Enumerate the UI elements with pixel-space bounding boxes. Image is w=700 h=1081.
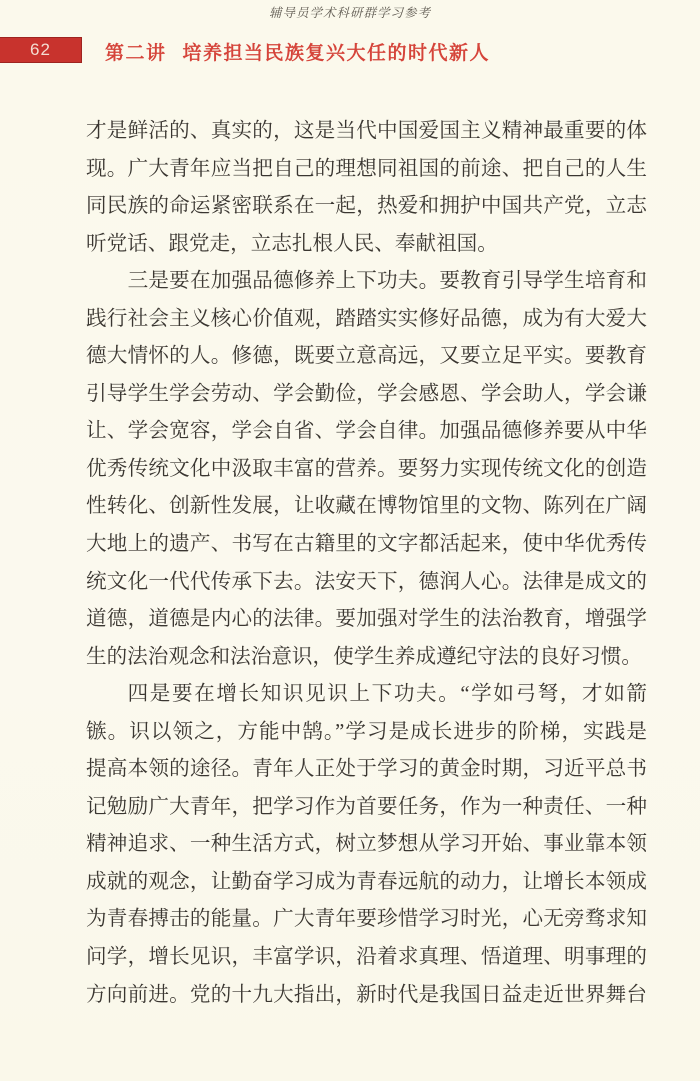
- body-line: 统文化一代代传承下去。法安天下，德润人心。法律是成文的: [86, 570, 647, 593]
- body-line: 性转化、创新性发展，让收藏在博物馆里的文物、陈列在广阔: [86, 495, 647, 518]
- body-line: 现。广大青年应当把自己的理想同祖国的前途、把自己的人生: [86, 157, 647, 180]
- chapter-heading: [105, 38, 490, 65]
- body-line: 镞。识以领之，方能中鹄。”学习是成长进步的阶梯，实践是: [86, 720, 647, 743]
- body-line: 方向前进。党的十九大指出，新时代是我国日益走近世界舞台: [86, 983, 647, 1006]
- chapter-label: 第二讲: [105, 43, 167, 64]
- body-line: 引导学生学会劳动、学会勤俭，学会感恩、学会助人，学会谦: [86, 382, 647, 405]
- body-line: 问学，增长见识，丰富学识，沿着求真理、悟道理、明事理的: [86, 946, 647, 969]
- body-line: 为青春搏击的能量。广大青年要珍惜学习时光，心无旁骛求知: [86, 908, 647, 931]
- body-line: 记勉励广大青年，把学习作为首要任务，作为一种责任、一种: [86, 795, 647, 818]
- page-number-box: [0, 37, 82, 63]
- page-number: 62: [30, 40, 51, 59]
- body-text: [86, 113, 647, 1014]
- body-line: 德大情怀的人。修德，既要立意高远，又要立足平实。要教育: [86, 345, 647, 368]
- body-line: 践行社会主义核心价值观，踏踏实实修好品德，成为有大爱大: [86, 307, 647, 330]
- header-watermark: 辅导员学术科研群学习参考: [268, 6, 431, 20]
- chapter-title: 培养担当民族复兴大任的时代新人: [182, 43, 491, 64]
- body-line: 大地上的遗产、书写在古籍里的文字都活起来，使中华优秀传: [86, 533, 647, 556]
- body-line: 生的法治观念和法治意识，使学生养成遵纪守法的良好习惯。: [86, 645, 643, 668]
- body-line: 让、学会宽容，学会自省、学会自律。加强品德修养要从中华: [86, 420, 647, 443]
- body-line: 四是要在增长知识见识上下功夫。“学如弓弩，才如箭: [127, 683, 647, 706]
- body-line: 成就的观念，让勤奋学习成为青春远航的动力，让增长本领成: [86, 870, 647, 893]
- body-line: 三是要在加强品德修养上下功夫。要教育引导学生培育和: [127, 270, 647, 293]
- body-line: 同民族的命运紧密联系在一起，热爱和拥护中国共产党，立志: [86, 195, 647, 218]
- body-line: 听党话、跟党走，立志扎根人民、奉献祖国。: [86, 232, 498, 255]
- body-line: 精神追求、一种生活方式，树立梦想从学习开始、事业靠本领: [86, 833, 647, 856]
- body-line: 提高本领的途径。青年人正处于学习的黄金时期，习近平总书: [86, 758, 647, 781]
- body-line: 才是鲜活的、真实的，这是当代中国爱国主义精神最重要的体: [86, 120, 647, 142]
- body-line: 道德，道德是内心的法律。要加强对学生的法治教育，增强学: [86, 608, 647, 631]
- body-line: 优秀传统文化中汲取丰富的营养。要努力实现传统文化的创造: [86, 457, 647, 480]
